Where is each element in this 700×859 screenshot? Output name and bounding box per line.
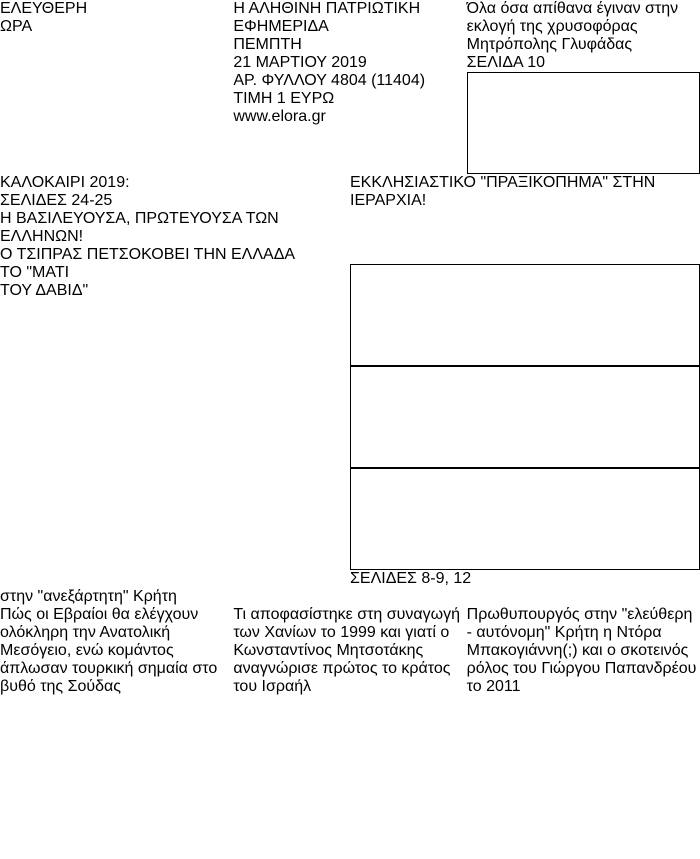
main-overline: Ο ΤΣΙΠΡΑΣ ΠΕΤΣΟΚΟΒΕΙ ΤΗΝ ΕΛΛΑΔΑ <box>0 246 296 263</box>
masthead-logo <box>0 0 233 174</box>
bullet-text: Πώς οι Εβραίοι θα ελέγχουν ολόκληρη την Ανατολική Μεσόγειο, ενώ κομάντος άπλωσαν τουρκική σημαία στο βυθό της Σούδας <box>0 606 218 695</box>
summer-box <box>0 174 350 246</box>
main-headline <box>0 264 350 588</box>
summer-page-ref: ΣΕΛΙΔΕΣ 24-25 <box>0 192 113 209</box>
logo-main-text: ΩΡΑ <box>0 18 33 35</box>
bullet-text: Πρωθυπουργός στην "ελεύθερη - αυτόνομη" Κρήτη η Ντόρα Μπακογιάννη(;) και ο σκοτεινός ρόλος του Γιώργου Παπανδρέου το 2011 <box>466 606 697 695</box>
summer-kicker: ΚΑΛΟΚΑΙΡΙ 2019: <box>0 174 130 191</box>
bullet-text: Τι αποφασίστηκε στη συναγωγή των Χανίων το 1999 και γιατί ο Κωνσταντίνος Μητσοτάκης αναγνώρισε πρώτος το κράτος του Ισραήλ <box>233 606 460 695</box>
main-headline-line1: ΤΟ "ΜΑΤΙ <box>0 264 70 281</box>
star-of-david-icon <box>350 264 700 366</box>
main-headline-line3: στην "ανεξάρτητη" Κρήτη <box>0 588 177 605</box>
top-story-page-ref: ΣΕΛΙΔΑ 10 <box>466 54 546 71</box>
bullet-item <box>233 606 466 696</box>
bullet-row <box>0 606 700 696</box>
main-headline-line2: ΤΟΥ ΔΑΒΙΔ" <box>0 282 89 299</box>
top-story-headline: ΕΚΚΛΗΣΙΑΣΤΙΚΟ "ΠΡΑΞΙΚΟΠΗΜΑ" ΣΤΗΝ ΙΕΡΑΡΧΙΑ! <box>350 174 656 209</box>
tagline: Η ΑΛΗΘΙΝΗ ΠΑΤΡΙΩΤΙΚΗ ΕΦΗΜΕΡΙΔΑ <box>233 0 421 35</box>
issue-day: ΠΕΜΠΤΗ <box>233 36 302 53</box>
top-story-caption: Όλα όσα απίθανα έγιναν στην εκλογή της χρυσοφόρας Μητρόπολης Γλυφάδας <box>466 0 679 53</box>
clergy-photo <box>467 72 700 174</box>
bullet-item <box>0 606 233 696</box>
website-link[interactable]: www.elora.gr <box>233 108 326 125</box>
main-photos <box>350 264 700 588</box>
top-story-photo <box>467 0 700 174</box>
issue-date: 21 ΜΑΡΤΙΟΥ 2019 <box>233 54 367 71</box>
main-page-ref: ΣΕΛΙΔΕΣ 8-9, 12 <box>350 570 472 587</box>
summer-headline: Η ΒΑΣΙΛΕΥΟΥΣΑ, ΠΡΩΤΕΥΟΥΣΑ ΤΩΝ ΕΛΛΗΝΩΝ! <box>0 210 279 245</box>
issue-number: ΑΡ. ΦΥΛΛΟΥ 4804 (11404) <box>233 72 426 89</box>
diver-flag-photo <box>350 468 700 570</box>
price: ΤΙΜΗ 1 ΕΥΡΩ <box>233 90 335 107</box>
top-story-banner <box>350 174 700 246</box>
logo-top-text: ΕΛΕΥΘΕΡΗ <box>0 0 88 17</box>
bullet-item <box>467 606 700 696</box>
missile-map-photo <box>350 366 700 468</box>
masthead-info <box>233 0 466 174</box>
